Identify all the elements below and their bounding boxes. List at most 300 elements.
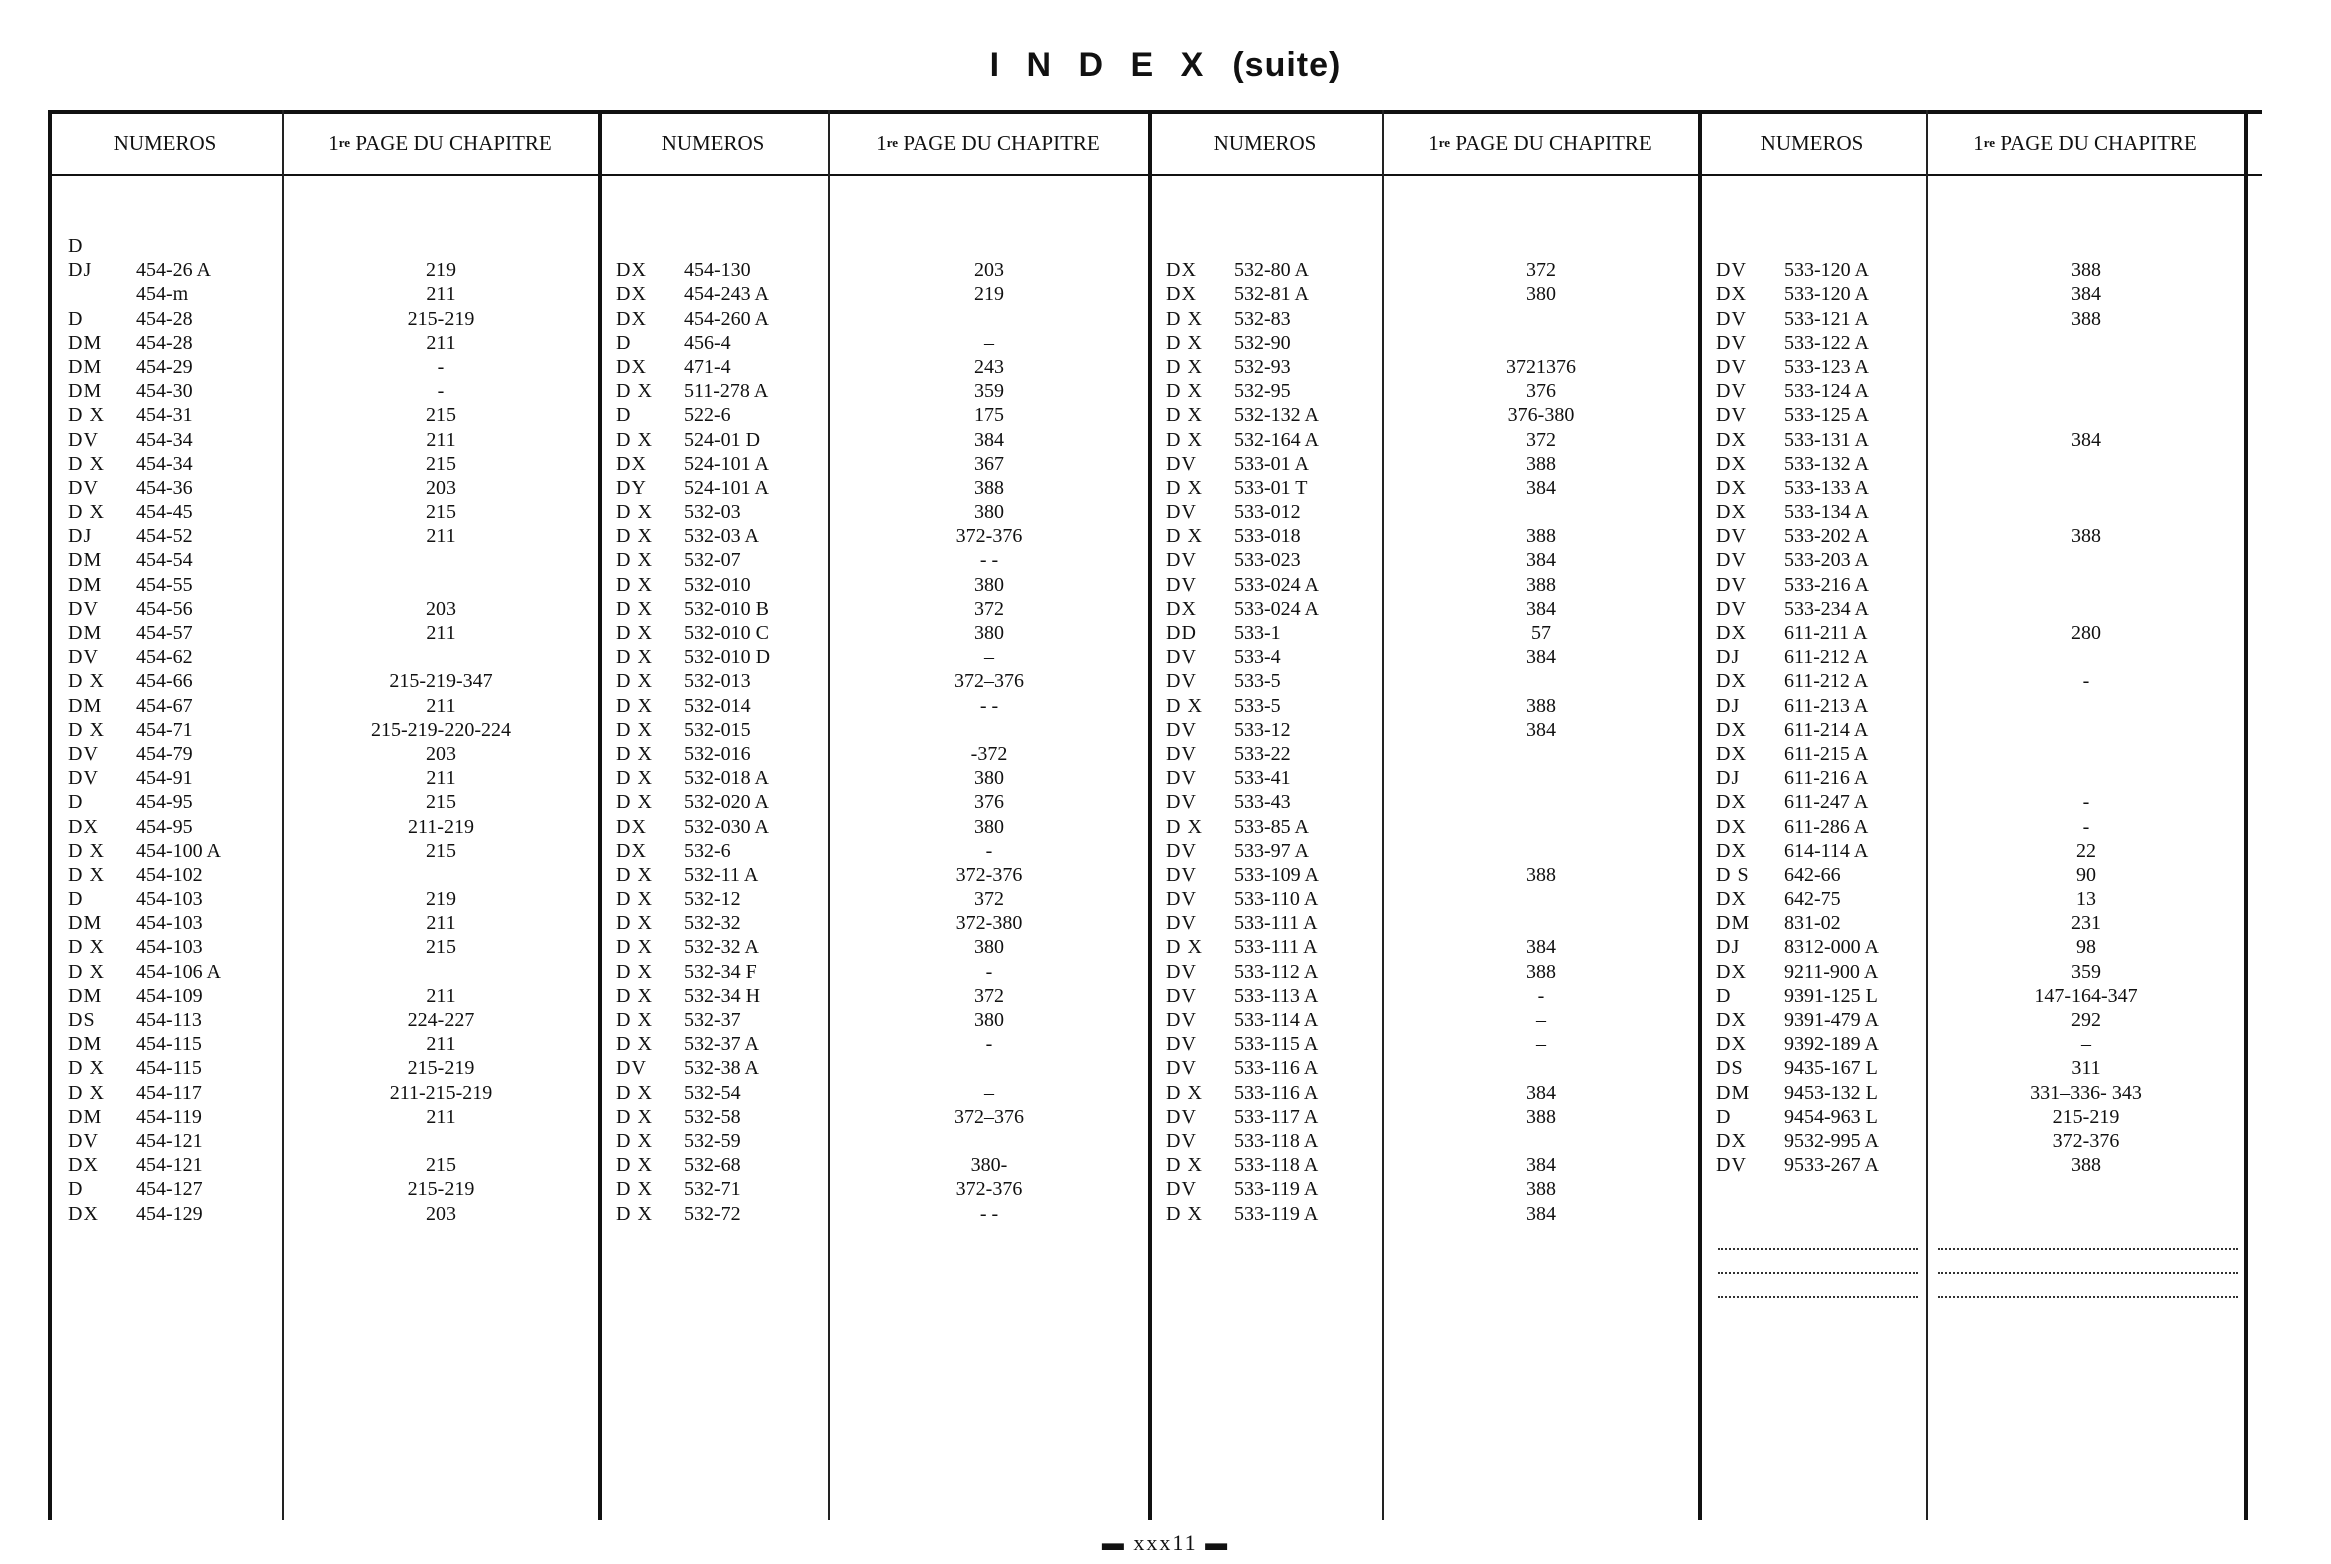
index-entry-page bbox=[1384, 839, 1698, 863]
index-entry-number bbox=[1716, 524, 1924, 548]
index-entry-number bbox=[1166, 1032, 1380, 1056]
header-numeros-1: NUMEROS bbox=[113, 130, 217, 155]
index-entry-number bbox=[68, 524, 278, 548]
catalog-number: 533-024 A bbox=[1234, 597, 1319, 620]
index-entry-page: 224-227 bbox=[407, 1009, 475, 1031]
page-column-4 bbox=[1928, 234, 2244, 1177]
catalog-number: 611-214 A bbox=[1784, 718, 1869, 741]
catalog-number: 533-5 bbox=[1234, 670, 1281, 693]
series-prefix: DV bbox=[1166, 1105, 1197, 1128]
catalog-number: 454-55 bbox=[136, 573, 193, 596]
index-entry-page: 203 bbox=[426, 476, 456, 499]
index-entry-page bbox=[1928, 355, 2244, 379]
series-prefix: D bbox=[68, 235, 84, 257]
index-entry-page bbox=[1928, 452, 2244, 476]
index-entry-page: 215 bbox=[426, 404, 456, 427]
index-entry-number bbox=[1716, 1008, 1924, 1032]
index-entry-page: 215 bbox=[426, 839, 456, 862]
index-entry-number bbox=[68, 1032, 278, 1056]
catalog-number: 532-80 A bbox=[1234, 259, 1309, 282]
series-prefix: DJ bbox=[1716, 936, 1741, 959]
index-entry-number bbox=[1716, 258, 1924, 282]
index-entry-page: 380 bbox=[974, 936, 1004, 959]
index-entry-number bbox=[1716, 331, 1924, 355]
series-prefix: D bbox=[68, 888, 84, 911]
index-entry-number bbox=[1716, 282, 1924, 306]
catalog-number: 532-6 bbox=[684, 839, 731, 862]
index-entry-page: 311 bbox=[2071, 1057, 2101, 1080]
index-entry-page: 175 bbox=[974, 404, 1004, 427]
catalog-number: 454-121 bbox=[136, 1129, 203, 1152]
index-entry-number bbox=[68, 1129, 278, 1153]
header-bottom-rule bbox=[48, 174, 2262, 176]
catalog-number: 454-54 bbox=[136, 549, 193, 572]
catalog-number: 454-103 bbox=[136, 888, 203, 911]
index-entry-page: 384 bbox=[1526, 476, 1556, 499]
series-prefix: DV bbox=[1716, 355, 1747, 378]
index-entry-page bbox=[1928, 597, 2244, 621]
catalog-number: 532-68 bbox=[684, 1154, 741, 1177]
index-entry-page bbox=[284, 548, 598, 572]
series-prefix: DV bbox=[1166, 912, 1197, 935]
series-prefix: DV bbox=[68, 742, 99, 765]
index-entry-page: - - bbox=[979, 694, 999, 717]
index-entry-page: - bbox=[437, 380, 445, 403]
catalog-number: 454-m bbox=[136, 283, 189, 306]
series-prefix: D X bbox=[616, 960, 653, 983]
catalog-number: 454-71 bbox=[136, 718, 193, 741]
index-entry-page bbox=[1384, 766, 1698, 790]
catalog-number: 611-286 A bbox=[1784, 815, 1869, 838]
series-prefix: DV bbox=[1716, 331, 1747, 354]
index-entry-page: 211 bbox=[426, 1033, 456, 1056]
catalog-number: 532-03 bbox=[684, 501, 741, 524]
index-entry-number bbox=[68, 428, 278, 452]
series-prefix: DX bbox=[1716, 622, 1747, 644]
catalog-number: 532-030 A bbox=[684, 815, 769, 838]
index-entry-number bbox=[1716, 234, 1924, 258]
index-entry-number bbox=[68, 863, 278, 887]
index-entry-page: 380 bbox=[974, 815, 1004, 838]
catalog-number: 533-117 A bbox=[1234, 1105, 1319, 1128]
series-prefix: D X bbox=[68, 960, 105, 983]
series-prefix: DM bbox=[68, 355, 103, 378]
index-entry-number bbox=[1716, 1129, 1924, 1153]
index-entry-number bbox=[68, 548, 278, 572]
index-entry-page: 388 bbox=[1526, 1105, 1556, 1128]
catalog-number: 454-28 bbox=[136, 307, 193, 330]
series-prefix: DX bbox=[1716, 791, 1747, 814]
catalog-number: 532-59 bbox=[684, 1129, 741, 1152]
series-prefix: DX bbox=[1716, 1033, 1747, 1056]
series-prefix: DV bbox=[1166, 1009, 1197, 1031]
index-entry-number bbox=[1166, 718, 1380, 742]
index-entry-number bbox=[1166, 669, 1380, 693]
index-entry-number bbox=[68, 355, 278, 379]
catalog-number: 533-97 A bbox=[1234, 839, 1309, 862]
page-number: xxx11 bbox=[1133, 1530, 1198, 1555]
catalog-number: 454-127 bbox=[136, 1178, 203, 1201]
index-entry-page bbox=[1928, 766, 2244, 790]
catalog-number: 454-130 bbox=[684, 259, 751, 282]
index-entry-page: 388 bbox=[2071, 259, 2101, 282]
series-prefix: DV bbox=[1166, 718, 1197, 741]
catalog-number: 524-101 A bbox=[684, 476, 769, 499]
index-entry-page: 380 bbox=[974, 622, 1004, 644]
catalog-number: 533-111 A bbox=[1234, 912, 1318, 935]
series-prefix: DM bbox=[68, 380, 103, 403]
index-entry-number bbox=[616, 1056, 826, 1080]
series-prefix: D X bbox=[616, 1105, 653, 1128]
index-entry-page bbox=[1928, 645, 2244, 669]
index-entry-page: – bbox=[1536, 1033, 1546, 1056]
page-column-1 bbox=[284, 234, 598, 1226]
index-entry-number bbox=[616, 935, 826, 959]
dotted-line bbox=[1938, 1272, 2238, 1274]
index-entry-page bbox=[830, 234, 1148, 258]
catalog-number: 532-58 bbox=[684, 1105, 741, 1128]
series-prefix: DV bbox=[68, 767, 99, 790]
series-prefix: D bbox=[616, 331, 632, 354]
catalog-number: 611-211 A bbox=[1784, 622, 1868, 644]
index-entry-number bbox=[616, 984, 826, 1008]
series-prefix: D bbox=[1716, 1105, 1732, 1128]
index-entry-page bbox=[1384, 887, 1698, 911]
header-page-4: 1 re PAGE DU CHAPITRE bbox=[1973, 130, 2197, 155]
index-entry-number bbox=[1166, 355, 1380, 379]
index-entry-page: 384 bbox=[1526, 646, 1556, 669]
index-entry-number bbox=[1166, 428, 1380, 452]
series-prefix: DX bbox=[616, 839, 647, 862]
catalog-number: 454-56 bbox=[136, 597, 193, 620]
catalog-number: 533-124 A bbox=[1784, 380, 1869, 403]
series-prefix: DV bbox=[68, 597, 99, 620]
series-prefix: DX bbox=[1716, 815, 1747, 838]
index-entry-number bbox=[616, 669, 826, 693]
series-prefix: D X bbox=[68, 1081, 105, 1104]
series-prefix: DV bbox=[1716, 1154, 1747, 1177]
catalog-number: 533-203 A bbox=[1784, 549, 1869, 572]
index-entry-number bbox=[1716, 863, 1924, 887]
index-entry-page: 376-380 bbox=[1507, 404, 1575, 427]
column-rule bbox=[1148, 110, 1152, 1520]
catalog-number: 533-112 A bbox=[1234, 960, 1319, 983]
series-prefix: D X bbox=[68, 501, 105, 524]
index-entry-number bbox=[1716, 911, 1924, 935]
series-prefix: DV bbox=[1716, 380, 1747, 403]
index-entry-number bbox=[1166, 1056, 1380, 1080]
series-prefix: DX bbox=[616, 283, 647, 306]
index-entry-number bbox=[1166, 1008, 1380, 1032]
catalog-number: 533-116 A bbox=[1234, 1081, 1319, 1104]
index-entry-page: 388 bbox=[1526, 525, 1556, 548]
series-prefix: DD bbox=[1166, 622, 1197, 644]
index-entry-page bbox=[1384, 1129, 1698, 1153]
index-entry-number bbox=[1166, 645, 1380, 669]
series-prefix: DJ bbox=[1716, 767, 1741, 790]
index-entry-number bbox=[1716, 403, 1924, 427]
index-entry-number bbox=[1166, 790, 1380, 814]
index-entry-page: 211 bbox=[426, 525, 456, 548]
index-entry-page: 211 bbox=[426, 984, 456, 1007]
index-entry-page bbox=[1928, 379, 2244, 403]
index-entry-page: 219 bbox=[426, 888, 456, 911]
index-entry-number bbox=[68, 1153, 278, 1177]
index-entry-number bbox=[616, 307, 826, 331]
catalog-number: 454-119 bbox=[136, 1105, 202, 1128]
index-entry-number bbox=[1166, 1129, 1380, 1153]
index-entry-number bbox=[1716, 669, 1924, 693]
series-prefix: DX bbox=[1716, 888, 1747, 911]
catalog-number: 532-38 A bbox=[684, 1057, 759, 1080]
title-index: I N D E X bbox=[989, 46, 1213, 84]
catalog-number: 524-01 D bbox=[684, 428, 761, 451]
catalog-number: 454-67 bbox=[136, 694, 193, 717]
catalog-number: 533-234 A bbox=[1784, 597, 1869, 620]
series-prefix: DV bbox=[68, 476, 99, 499]
catalog-number: 611-216 A bbox=[1784, 767, 1869, 790]
series-prefix: DX bbox=[1716, 839, 1747, 862]
index-entry-page: 359 bbox=[2071, 960, 2101, 983]
catalog-number: 533-41 bbox=[1234, 767, 1291, 790]
series-prefix: DV bbox=[1166, 501, 1197, 524]
index-entry-page: - bbox=[2082, 815, 2090, 838]
index-entry-page: 203 bbox=[426, 597, 456, 620]
catalog-number: 533-111 A bbox=[1234, 936, 1318, 959]
catalog-number: 532-164 A bbox=[1234, 428, 1319, 451]
catalog-number: 611-247 A bbox=[1784, 791, 1869, 814]
index-entry-number bbox=[1716, 1081, 1924, 1105]
index-entry-number bbox=[616, 234, 826, 258]
index-entry-number bbox=[1166, 403, 1380, 427]
catalog-number: 532-015 bbox=[684, 718, 751, 741]
series-prefix: D bbox=[68, 307, 84, 330]
series-prefix: D X bbox=[68, 718, 105, 741]
index-entry-number bbox=[1166, 548, 1380, 572]
header-page-2: 1 re PAGE DU CHAPITRE bbox=[876, 130, 1100, 155]
series-prefix: DX bbox=[616, 259, 647, 282]
catalog-number: 533-120 A bbox=[1784, 283, 1869, 306]
index-entry-number bbox=[1166, 307, 1380, 331]
index-entry-number bbox=[68, 331, 278, 355]
series-prefix: DX bbox=[1716, 670, 1747, 693]
index-entry-number bbox=[1716, 597, 1924, 621]
index-entry-page: 384 bbox=[1526, 1154, 1556, 1177]
dotted-line bbox=[1938, 1296, 2238, 1298]
index-entry-number bbox=[1166, 694, 1380, 718]
index-entry-page: - bbox=[437, 355, 445, 378]
index-entry-page: 231 bbox=[2071, 912, 2101, 935]
catalog-number: 533-125 A bbox=[1784, 404, 1869, 427]
index-entry-page: 211 bbox=[426, 767, 456, 790]
series-prefix: DX bbox=[1716, 452, 1747, 475]
series-prefix: D bbox=[68, 791, 84, 814]
index-entry-page: 372 bbox=[1526, 259, 1556, 282]
series-prefix: DY bbox=[616, 476, 647, 499]
index-entry-number bbox=[1166, 1105, 1380, 1129]
catalog-number: 454-103 bbox=[136, 912, 203, 935]
series-prefix: DV bbox=[1166, 1178, 1197, 1201]
catalog-number: 533-110 A bbox=[1234, 888, 1319, 911]
dotted-line bbox=[1718, 1248, 1918, 1250]
catalog-number: 533-123 A bbox=[1784, 355, 1869, 378]
catalog-number: 533-01 T bbox=[1234, 476, 1308, 499]
index-entry-page bbox=[1384, 331, 1698, 355]
catalog-number: 454-100 A bbox=[136, 839, 221, 862]
catalog-number: 454-45 bbox=[136, 501, 193, 524]
series-prefix: DX bbox=[1166, 283, 1197, 306]
index-entry-page: -372 bbox=[970, 742, 1008, 765]
index-entry-page: 384 bbox=[1526, 549, 1556, 572]
series-prefix: D X bbox=[1166, 331, 1203, 354]
index-entry-number bbox=[616, 863, 826, 887]
series-prefix: DV bbox=[1166, 839, 1197, 862]
catalog-number: 532-03 A bbox=[684, 525, 759, 548]
index-entry-number bbox=[68, 234, 278, 258]
index-entry-number bbox=[616, 1032, 826, 1056]
catalog-number: 511-278 A bbox=[684, 380, 769, 403]
catalog-number: 533-01 A bbox=[1234, 452, 1309, 475]
index-entry-number bbox=[1716, 355, 1924, 379]
catalog-number: 532-018 A bbox=[684, 767, 769, 790]
catalog-number: 532-72 bbox=[684, 1202, 741, 1225]
series-prefix: DM bbox=[68, 984, 103, 1007]
dotted-line bbox=[1718, 1272, 1918, 1274]
index-entry-page: 215 bbox=[426, 791, 456, 814]
index-entry-page: 203 bbox=[974, 259, 1004, 282]
index-entry-page bbox=[1928, 573, 2244, 597]
index-entry-number bbox=[68, 621, 278, 645]
series-prefix: DV bbox=[616, 1057, 647, 1080]
catalog-number: 533-024 A bbox=[1234, 573, 1319, 596]
catalog-number: 9211-900 A bbox=[1784, 960, 1879, 983]
catalog-number: 533-118 A bbox=[1234, 1154, 1319, 1177]
series-prefix: DV bbox=[1716, 597, 1747, 620]
index-entry-page bbox=[1384, 1056, 1698, 1080]
index-entry-page: 211-215-219 bbox=[389, 1081, 493, 1104]
index-entry-page: 384 bbox=[1526, 718, 1556, 741]
catalog-number: 533-023 bbox=[1234, 549, 1301, 572]
page-column-2 bbox=[830, 234, 1148, 1226]
catalog-number: 532-83 bbox=[1234, 307, 1291, 330]
index-entry-page: 380- bbox=[970, 1154, 1008, 1177]
catalog-number: 533-121 A bbox=[1784, 307, 1869, 330]
catalog-number: 533-115 A bbox=[1234, 1033, 1319, 1056]
index-entry-page: 388 bbox=[1526, 1178, 1556, 1201]
catalog-number: 9533-267 A bbox=[1784, 1154, 1879, 1177]
index-entry-page: 215 bbox=[426, 452, 456, 475]
index-entry-number bbox=[616, 1105, 826, 1129]
series-prefix: DV bbox=[1716, 549, 1747, 572]
catalog-number: 532-132 A bbox=[1234, 404, 1319, 427]
catalog-number: 611-215 A bbox=[1784, 742, 1869, 765]
catalog-number: 532-010 B bbox=[684, 597, 769, 620]
title-suite: (suite) bbox=[1232, 46, 1342, 84]
catalog-number: 533-5 bbox=[1234, 694, 1281, 717]
table-right-rule bbox=[2244, 110, 2248, 1520]
numeros-column-1 bbox=[68, 234, 278, 1226]
index-entry-page bbox=[284, 960, 598, 984]
index-entry-page bbox=[1384, 742, 1698, 766]
index-entry-page: 211 bbox=[426, 1105, 456, 1128]
catalog-number: 454-129 bbox=[136, 1202, 203, 1225]
index-entry-page bbox=[1384, 669, 1698, 693]
index-entry-page: - bbox=[2082, 791, 2090, 814]
catalog-number: 533-114 A bbox=[1234, 1009, 1319, 1031]
catalog-number: 454-34 bbox=[136, 452, 193, 475]
index-entry-number bbox=[68, 476, 278, 500]
catalog-number: 533-120 A bbox=[1784, 259, 1869, 282]
index-entry-page: 380 bbox=[974, 767, 1004, 790]
catalog-number: 454-103 bbox=[136, 936, 203, 959]
index-entry-number bbox=[1166, 960, 1380, 984]
catalog-number: 533-131 A bbox=[1784, 428, 1869, 451]
index-entry-number bbox=[1166, 258, 1380, 282]
index-entry-page: - - bbox=[979, 1202, 999, 1225]
catalog-number: 611-212 A bbox=[1784, 646, 1869, 669]
page-title bbox=[0, 46, 2331, 85]
series-prefix: DV bbox=[1166, 767, 1197, 790]
index-entry-page: 215-219-347 bbox=[389, 670, 493, 693]
series-prefix: D X bbox=[1166, 694, 1203, 717]
catalog-number: 532-010 D bbox=[684, 646, 771, 669]
catalog-number: 532-34 H bbox=[684, 984, 761, 1007]
index-entry-page: 388 bbox=[1526, 694, 1556, 717]
catalog-number: 532-81 A bbox=[1234, 283, 1309, 306]
series-prefix: DX bbox=[616, 815, 647, 838]
index-entry-page bbox=[830, 1056, 1148, 1080]
index-entry-page: 380 bbox=[974, 1009, 1004, 1031]
index-entry-number bbox=[616, 815, 826, 839]
series-prefix: D bbox=[68, 1178, 84, 1201]
catalog-number: 454-66 bbox=[136, 670, 193, 693]
index-entry-number bbox=[68, 839, 278, 863]
series-prefix: D X bbox=[616, 597, 653, 620]
index-entry-number bbox=[1166, 1081, 1380, 1105]
index-entry-number bbox=[616, 379, 826, 403]
catalog-number: 533-12 bbox=[1234, 718, 1291, 741]
index-entry-number bbox=[68, 887, 278, 911]
series-prefix: D X bbox=[616, 1154, 653, 1177]
index-entry-number bbox=[616, 766, 826, 790]
index-entry-page: 211 bbox=[426, 694, 456, 717]
series-prefix: DV bbox=[1716, 525, 1747, 548]
series-prefix: DM bbox=[68, 1105, 103, 1128]
series-prefix: D X bbox=[1166, 525, 1203, 548]
index-entry-number bbox=[1716, 1056, 1924, 1080]
series-prefix: D S bbox=[1716, 863, 1750, 886]
catalog-number: 454-31 bbox=[136, 404, 193, 427]
index-entry-page: 384 bbox=[1526, 936, 1556, 959]
index-entry-number bbox=[1716, 694, 1924, 718]
index-entry-page: 372-376 bbox=[955, 1178, 1023, 1201]
index-entry-page: 331–336- 343 bbox=[2030, 1081, 2142, 1104]
column-rule bbox=[598, 110, 602, 1520]
catalog-number: 532-013 bbox=[684, 670, 751, 693]
catalog-number: 454-121 bbox=[136, 1154, 203, 1177]
header-numeros-4: NUMEROS bbox=[1760, 130, 1864, 155]
index-entry-number bbox=[616, 645, 826, 669]
index-entry-number bbox=[68, 307, 278, 331]
index-entry-page: 367 bbox=[974, 452, 1004, 475]
index-entry-page: 380 bbox=[974, 573, 1004, 596]
series-prefix: D X bbox=[1166, 355, 1203, 378]
catalog-number: 533-109 A bbox=[1234, 863, 1319, 886]
series-prefix: D X bbox=[616, 525, 653, 548]
index-entry-page bbox=[1928, 234, 2244, 258]
catalog-number: 454-113 bbox=[136, 1009, 202, 1031]
catalog-number: 524-101 A bbox=[684, 452, 769, 475]
